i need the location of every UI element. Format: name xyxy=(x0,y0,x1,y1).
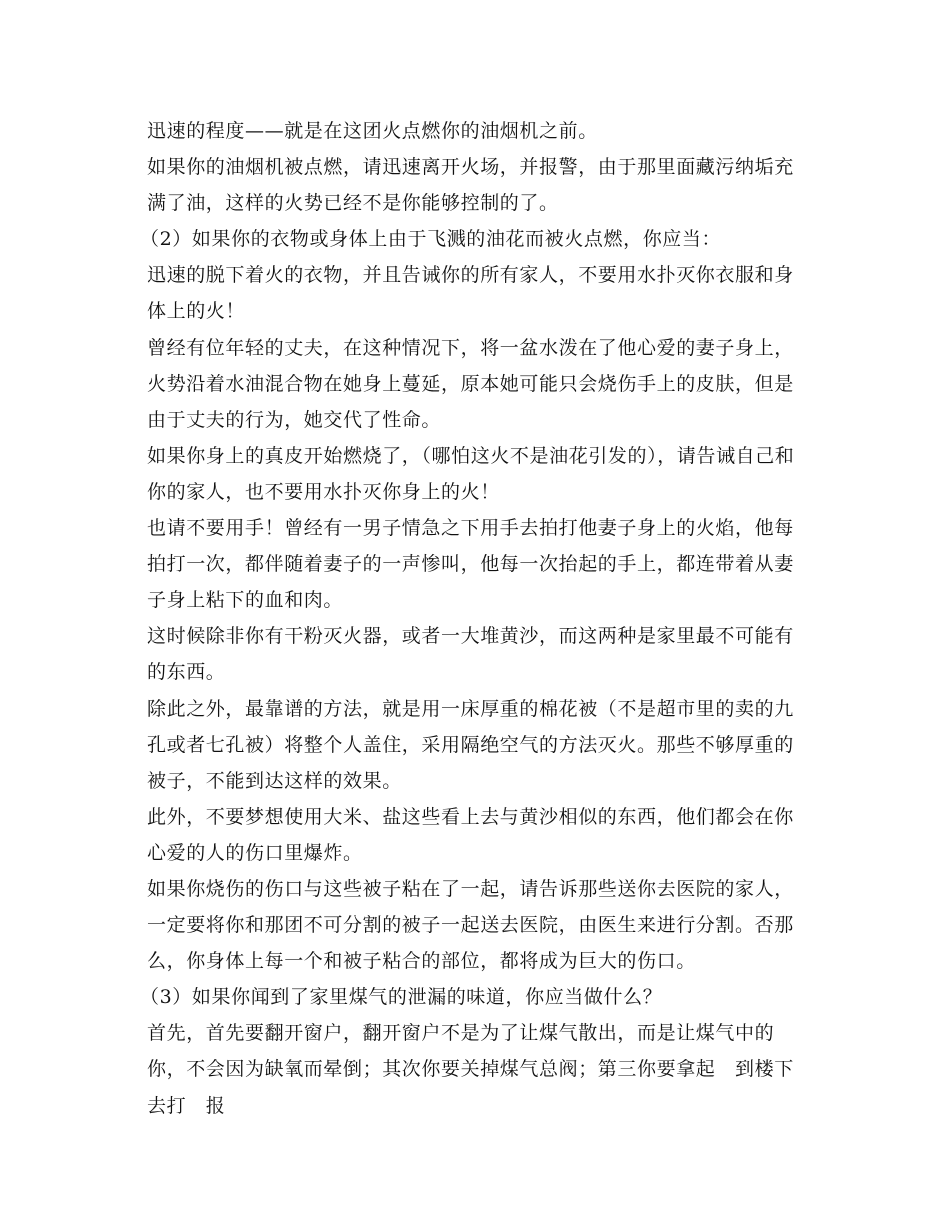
paragraph-2: 如果你的油烟机被点燃，请迅速离开火场，并报警，由于那里面藏污纳垢充满了油，这样的火势已经不是你能够控制的了。 xyxy=(147,156,794,215)
paragraph-5: 如果你身上的真皮开始燃烧了，（哪怕这火不是油花引发的），请告诫自己和你的家人，也不要用水扑灭你身上的火！ xyxy=(147,444,795,503)
paragraph-11: 首先，首先要翻开窗户，翻开窗户不是为了让煤气散出，而是让煤气中的你，不会因为缺氧而晕倒；其次你要关掉煤气总阀；第三你要拿起 到楼下去打 报 xyxy=(147,1022,794,1117)
paragraph-4: 曾经有位年轻的丈夫，在这种情况下，将一盆水泼在了他心爱的妻子身上，火势沿着水油混合物在她身上蔓延，原本她可能只会烧伤手上的皮肤，但是由于丈夫的行为，她交代了性命。 xyxy=(147,336,794,431)
paragraph-8: 除此之外，最靠谱的方法，就是用一床厚重的棉花被（不是超市里的卖的九孔或者七孔被）将整个人盖住，采用隔绝空气的方法灭火。那些不够厚重的被子，不能到达这样的效果。 xyxy=(147,697,794,792)
paragraph-1: 迅速的程度——就是在这团火点燃你的油烟机之前。 xyxy=(147,120,598,142)
section-heading-3: （3）如果你闻到了家里煤气的泄漏的味道，你应当做什么？ xyxy=(140,986,663,1009)
paragraph-7: 这时候除非你有干粉灭火器，或者一大堆黄沙，而这两种是家里最不可能有的东西。 xyxy=(147,625,794,684)
paragraph-10: 如果你烧伤的伤口与这些被子粘在了一起，请告诉那些送你去医院的家人，一定要将你和那团不可分割的被子一起送去医院，由医生来进行分割。否那么，你身体上每一个和被子粘合的部位，都将成为巨大的伤口。 xyxy=(147,877,794,973)
section-heading-2: （2）如果你的衣物或身体上由于飞溅的油花而被火点燃，你应当： xyxy=(140,228,722,251)
paragraph-6: 也请不要用手！曾经有一男子情急之下用手去拍打他妻子身上的火焰，他每拍打一次，都伴随着妻子的一声惨叫，他每一次抬起的手上，都连带着从妻子身上粘下的血和肉。 xyxy=(147,517,794,612)
document-body xyxy=(140,113,803,1124)
paragraph-3: 迅速的脱下着火的衣物，并且告诫你的所有家人，不要用水扑灭你衣服和身体上的火！ xyxy=(147,264,794,323)
paragraph-9: 此外，不要梦想使用大米、盐这些看上去与黄沙相似的东西，他们都会在你心爱的人的伤口里爆炸。 xyxy=(147,805,794,864)
